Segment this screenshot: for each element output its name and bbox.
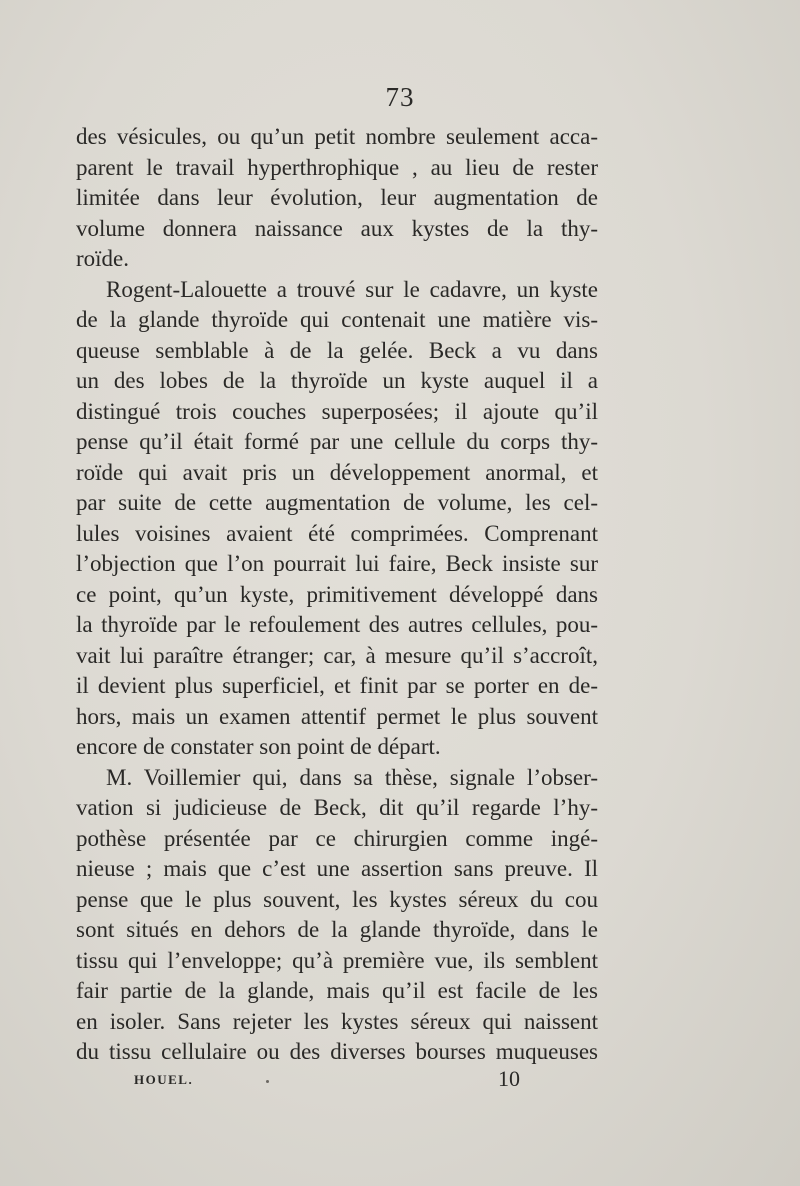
text-line: roïde qui avait pris un développement anormal, et [76, 459, 598, 485]
text-line: nieuse ; mais que c’est une assertion sans preuve. Il [76, 856, 598, 881]
text-line: fair partie de la glande, mais qu’il est facile de les [76, 978, 598, 1003]
text-line: lules voisines avaient été comprimées. Comprenant [76, 520, 598, 546]
text-line: des vésicules, ou qu’un petit nombre seulement acca- [76, 124, 598, 149]
text-line: roïde. [76, 246, 130, 271]
text-line: par suite de cette augmentation de volume, les cel- [76, 490, 598, 515]
text-line: parent le travail hyperthrophique , au lieu de rester [76, 154, 598, 180]
text-line: en isoler. Sans rejeter les kystes séreux qui naissent [76, 1008, 598, 1034]
ink-speck [266, 1080, 269, 1083]
footer-author: HOUEL. [134, 1072, 194, 1087]
text-line: vait lui paraître étranger; car, à mesure qu’il s’accroît, [76, 642, 598, 668]
text-line: queuse semblable à de la gelée. Beck a vu dans [76, 337, 598, 363]
body-text [76, 122, 598, 1068]
text-line: sont situés en dehors de la glande thyroïde, dans le [76, 917, 598, 942]
text-line: du tissu cellulaire ou des diverses bourses muqueuses [76, 1039, 598, 1064]
footer-signature: 10 [498, 1066, 520, 1091]
text-line: Rogent-Lalouette a trouvé sur le cadavre, un kyste [106, 276, 598, 302]
text-line: la thyroïde par le refoulement des autres cellules, pou- [76, 612, 598, 637]
text-line: limitée dans leur évolution, leur augmentation de [76, 185, 598, 210]
text-line: distingué trois couches superposées; il ajoute qu’il [76, 398, 598, 424]
page-number: 73 [385, 82, 415, 112]
text-line: volume donnera naissance aux kystes de la thy- [76, 215, 598, 241]
text-line: pense que le plus souvent, les kystes séreux du cou [76, 886, 598, 912]
text-line: pothèse présentée par ce chirurgien comme ingé- [76, 825, 598, 851]
text-line: de la glande thyroïde qui contenait une matière vis- [76, 307, 598, 332]
text-line: encore de constater son point de départ. [76, 734, 441, 759]
text-line: l’objection que l’on pourrait lui faire, Beck insiste sur [76, 551, 598, 576]
text-line: ce point, qu’un kyste, primitivement développé dans [76, 581, 598, 607]
text-line: vation si judicieuse de Beck, dit qu’il regarde l’hy- [76, 795, 598, 820]
text-line: hors, mais un examen attentif permet le plus souvent [76, 703, 598, 729]
text-line: pense qu’il était formé par une cellule du corps thy- [76, 429, 598, 454]
text-line: tissu qui l’enveloppe; qu’à première vue, ils semblent [76, 947, 598, 973]
text-line: M. Voillemier qui, dans sa thèse, signale l’obser- [106, 764, 598, 790]
text-line: un des lobes de la thyroïde un kyste auquel il a [76, 368, 598, 393]
text-line: il devient plus superficiel, et finit par se porter en de- [76, 673, 598, 698]
